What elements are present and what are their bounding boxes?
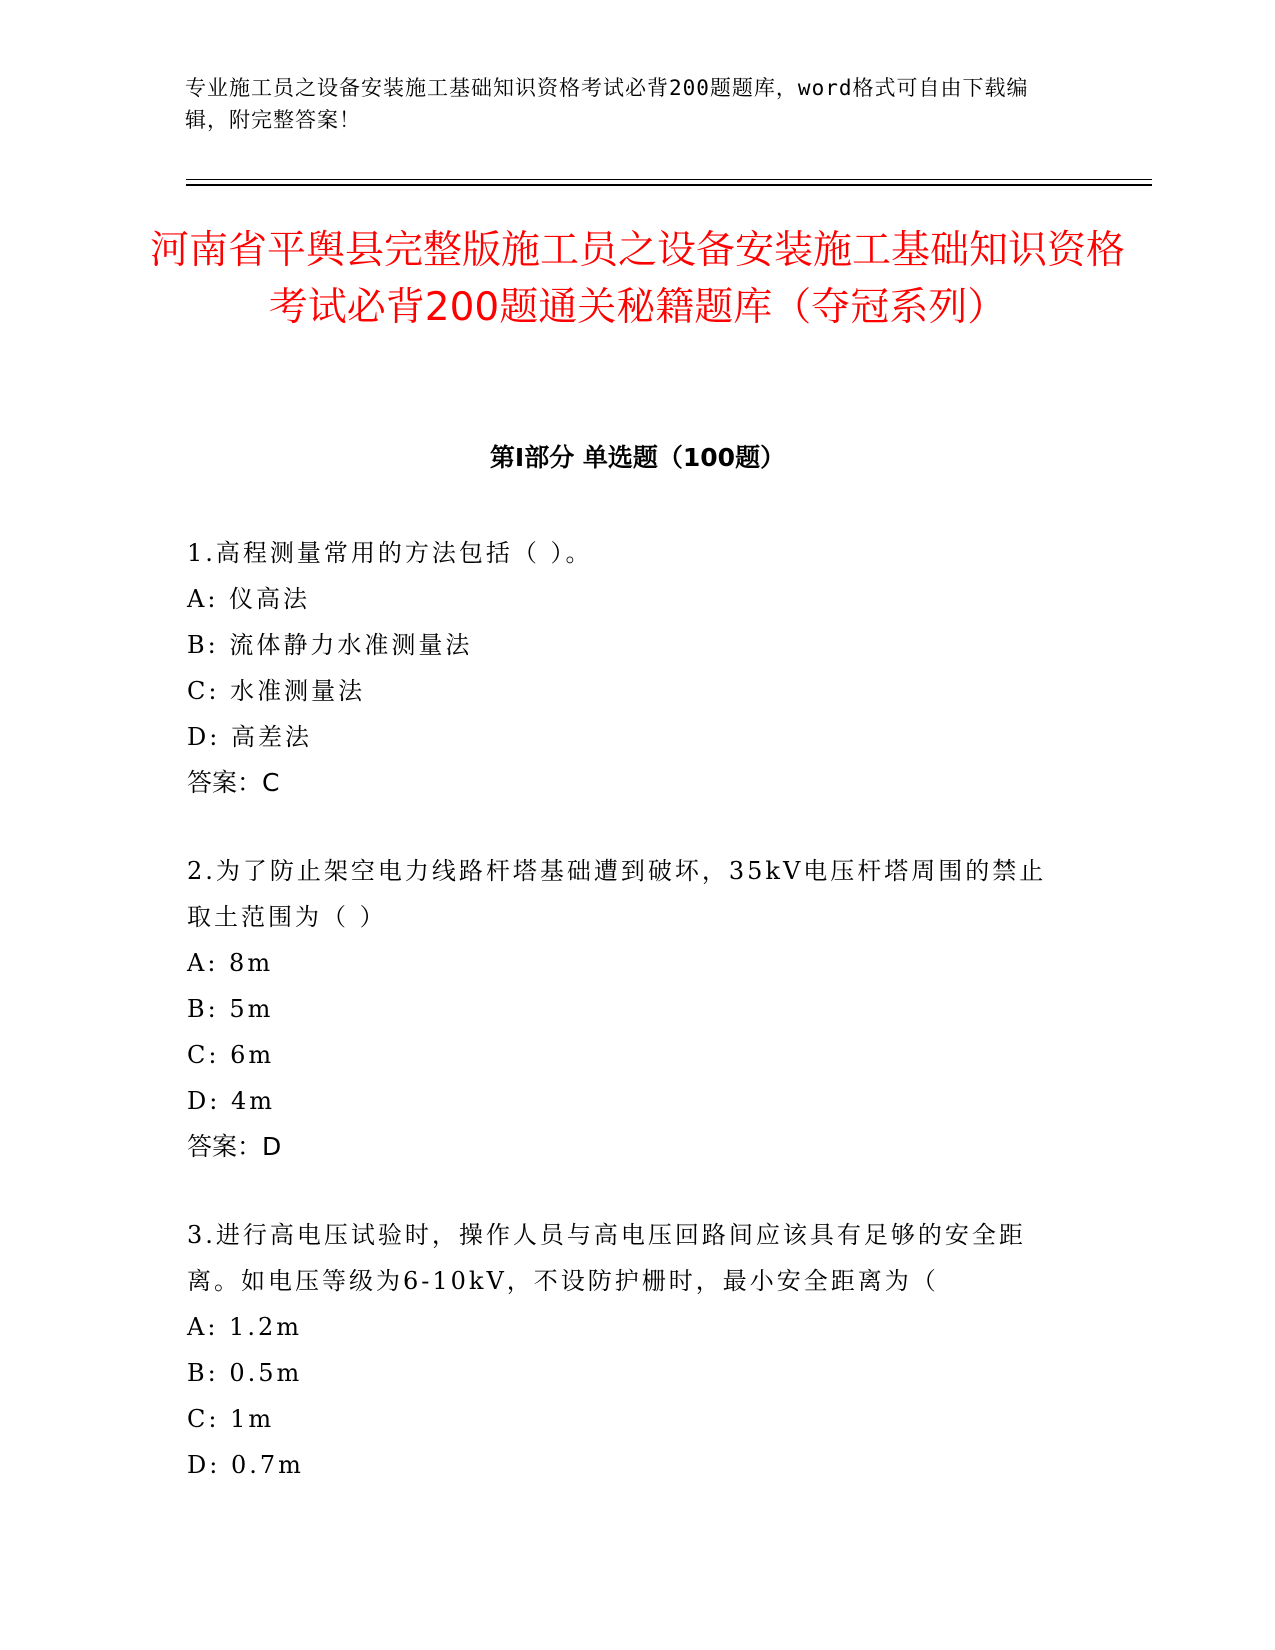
header-divider-thin (186, 179, 1152, 180)
question-text: 1.高程测量常用的方法包括（ ）。 (187, 539, 593, 567)
question-2 (187, 848, 1067, 1170)
answer: 答案：D (187, 1132, 282, 1161)
option-b: B: 0.5m (187, 1359, 303, 1387)
document-title: 河南省平舆县完整版施工员之设备安装施工基础知识资格考试必背200题通关秘籍题库（夺冠系列） (150, 228, 1126, 330)
section-title: 第I部分 单选题（100题） (489, 443, 786, 472)
answer: 答案：C (187, 768, 280, 797)
option-b: B: 5m (187, 995, 274, 1023)
option-a: A: 1.2m (187, 1313, 302, 1341)
question-list (187, 530, 1067, 1530)
header-divider-thick (186, 184, 1152, 186)
question-3 (187, 1212, 1067, 1488)
header-note: 专业施工员之设备安装施工基础知识资格考试必背200题题库，word格式可自由下载编辑，附完整答案！ (185, 76, 1029, 132)
question-text: 3.进行高电压试验时，操作人员与高电压回路间应该具有足够的安全距离。如电压等级为6-10kV，不设防护栅时，最小安全距离为（ (187, 1221, 1026, 1295)
option-c: C: 1m (187, 1405, 275, 1433)
option-d: D: 4m (187, 1087, 275, 1115)
option-a: A: 仪高法 (187, 585, 311, 613)
question-text: 2.为了防止架空电力线路杆塔基础遭到破坏，35kV电压杆塔周围的禁止取土范围为（ ） (187, 857, 1047, 931)
question-1 (187, 530, 1067, 806)
option-c: C: 6m (187, 1041, 275, 1069)
option-d: D: 0.7m (187, 1451, 304, 1479)
option-b: B: 流体静力水准测量法 (187, 631, 473, 659)
option-d: D: 高差法 (187, 723, 312, 751)
option-c: C: 水准测量法 (187, 677, 366, 705)
option-a: A: 8m (187, 949, 274, 977)
